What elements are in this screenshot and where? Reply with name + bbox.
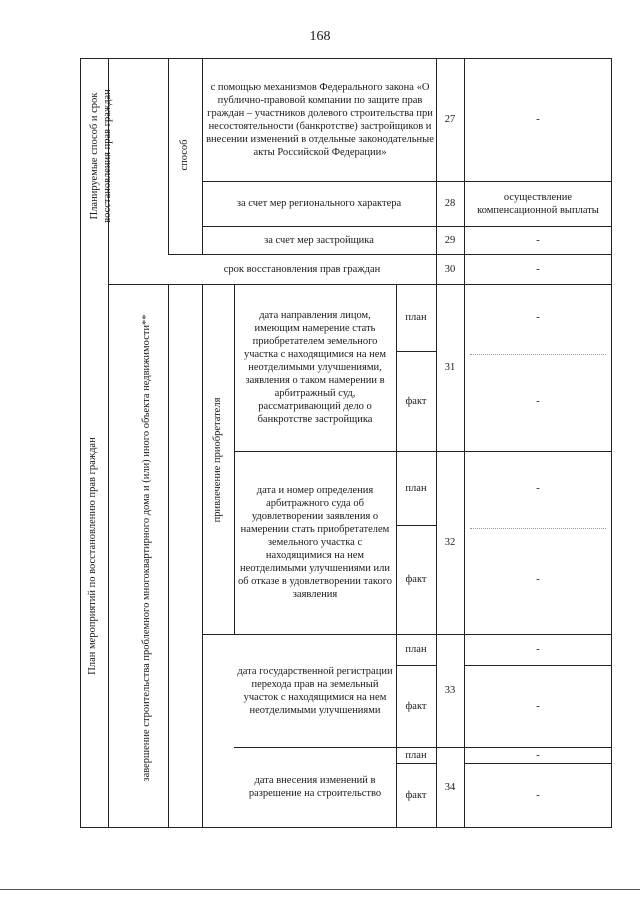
footer-divider (0, 889, 640, 890)
row-29-text: за счет мер застройщика (264, 234, 374, 246)
row-33-plan: план (405, 644, 427, 655)
row-30-num: 30 (444, 263, 456, 275)
page-number: 168 (309, 29, 331, 44)
row-34-plan-value: - (536, 748, 540, 761)
row-27-text: с помощью механизмов Федерального закона «О публично-правовой компании по защите прав граждан – участников долевого строительства при несостоятельности (банкротстве) застройщиков и внесении изменений в отдельные законодательные акты Российской Федерации» (206, 81, 434, 158)
section1-title: Планируемые способ и срок восстановления прав граждан (89, 89, 113, 223)
section2-subtitle: завершение строительства проблемного многоквартирного дома и (или) иного объекта недвижимости** (141, 314, 152, 782)
row-27-value: - (536, 113, 540, 125)
row-32-plan: план (405, 482, 427, 494)
row-33-plan-value: - (536, 643, 540, 655)
row-29-num: 29 (444, 234, 456, 246)
row-27-num: 27 (444, 114, 456, 125)
row-31-text: дата направления лицом, имеющим намерение стать приобретателем земельного участка с находящимися на нем неотделимыми улучшениями, заявления о таком намерении в арбитражный суд, рассматривающий дело о банкротстве застройщика (243, 310, 387, 425)
row-34-text: дата внесения изменений в разрешение на строительство (248, 775, 382, 799)
row-31-plan: план (405, 312, 427, 323)
row-32-plan-value: - (536, 481, 540, 494)
row-33-fact: факт (405, 700, 427, 712)
row-33-text: дата государственной регистрации перехода прав на земельный участок с находящимися на нем неотделимыми улучшениями (237, 665, 393, 716)
row-31-plan-value: - (536, 311, 540, 323)
row-32-num: 32 (444, 537, 456, 548)
row-29-value: - (536, 233, 540, 246)
row-34-fact-value: - (536, 788, 540, 801)
row-31-num: 31 (444, 362, 456, 373)
row-28-value: осуществление компенсационной выплаты (477, 191, 599, 216)
section2-title: План мероприятий по восстановлению прав граждан (87, 437, 98, 675)
document-table (80, 58, 612, 828)
row-33-num: 33 (444, 685, 456, 696)
row-28-text: за счет мер регионального характера (236, 198, 402, 209)
row-32-text: дата и номер определения арбитражного суда об удовлетворении заявления о намерении стать приобретателем земельного участка с находящимися на нем неотделимыми улучшениями или об отказе в удовлетворении такого заявления (237, 485, 393, 600)
row-33-fact-value: - (536, 699, 540, 712)
row-31-fact-value: - (536, 394, 540, 407)
section1-subgroup: способ (179, 139, 190, 171)
section2-subgroup: привлечение приобретателя (212, 397, 223, 523)
row-34-num: 34 (444, 781, 456, 793)
row-34-fact: факт (405, 789, 427, 801)
row-34-plan: план (405, 749, 427, 761)
row-32-fact: факт (405, 574, 427, 585)
row-30-text: срок восстановления прав граждан (223, 263, 381, 275)
row-31-fact: факт (405, 395, 427, 407)
row-30-value: - (536, 262, 540, 275)
row-32-fact-value: - (536, 573, 540, 585)
row-28-num: 28 (444, 198, 456, 209)
